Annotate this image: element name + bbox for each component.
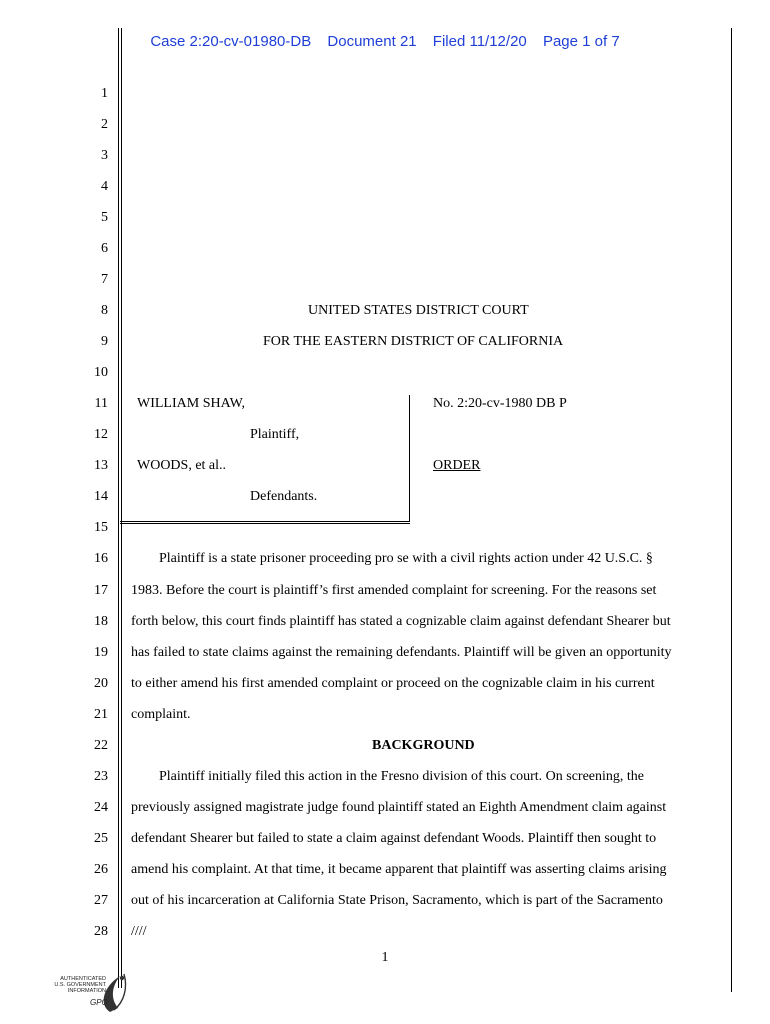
line-number: 7: [101, 272, 108, 287]
line-number: 23: [94, 769, 108, 784]
line-number: 4: [101, 179, 108, 194]
line-number: 16: [94, 551, 108, 566]
body-line: Plaintiff is a state prisoner proceeding pro se with a civil rights action under 42 U.S.C. §: [159, 551, 653, 566]
line-number: 22: [94, 738, 108, 753]
line-number: 14: [94, 489, 108, 504]
section-heading: BACKGROUND: [372, 738, 475, 753]
case-number: Case 2:20-cv-01980-DB: [150, 33, 312, 50]
line-number: 27: [94, 893, 108, 908]
page-number: 1: [381, 950, 389, 965]
body-line: has failed to state claims against the remaining defendants. Plaintiff will be given an opportunity: [131, 645, 672, 660]
body-line: defendant Shearer but failed to state a claim against defendant Woods. Plaintiff then sought to: [131, 831, 657, 846]
continuation-marks: ////: [131, 924, 147, 939]
line-number: 18: [94, 614, 108, 629]
defendant-role: Defendants.: [250, 489, 318, 504]
filed-date: Filed 11/12/20: [432, 33, 527, 50]
line-number: 5: [101, 210, 108, 225]
gpo-authenticated-seal: [40, 968, 132, 1016]
body-line: forth below, this court finds plaintiff has stated a cognizable claim against defendant Shearer but: [131, 614, 671, 629]
page-indicator: Page 1 of 7: [542, 33, 620, 50]
court-district: FOR THE EASTERN DISTRICT OF CALIFORNIA: [263, 334, 564, 349]
seal-line: INFORMATION: [67, 988, 106, 994]
line-number: 21: [94, 707, 108, 722]
seal-line: U.S. GOVERNMENT: [54, 982, 106, 988]
line-number: 15: [94, 520, 108, 535]
body-line: to either amend his first amended complaint or proceed on the cognizable claim in his current: [131, 676, 655, 691]
line-number: 26: [94, 862, 108, 877]
line-number: 6: [101, 241, 108, 256]
case-header: [0, 33, 770, 50]
left-margin-rule-inner: [121, 28, 122, 988]
line-number: 9: [101, 334, 108, 349]
case-no: No. 2:20-cv-1980 DB P: [433, 396, 567, 411]
seal-text: [40, 976, 106, 994]
line-number: 24: [94, 800, 108, 815]
body-line: amend his complaint. At that time, it became apparent that plaintiff was asserting claims arising: [131, 862, 667, 877]
body-line: previously assigned magistrate judge found plaintiff stated an Eighth Amendment claim against: [131, 800, 667, 815]
plaintiff-name: WILLIAM SHAW,: [137, 396, 246, 411]
line-number: 20: [94, 676, 108, 691]
line-number: 28: [94, 924, 108, 939]
court-name: UNITED STATES DISTRICT COURT: [308, 303, 529, 318]
line-number: 17: [94, 583, 108, 598]
line-number: 25: [94, 831, 108, 846]
body-line: out of his incarceration at California State Prison, Sacramento, which is part of the Sacramento: [131, 893, 663, 908]
body-line: complaint.: [131, 707, 191, 722]
line-number: 10: [94, 365, 108, 380]
caption-bottom-rule: [120, 521, 410, 522]
caption-bottom-rule: [120, 523, 410, 524]
line-number: 1: [101, 86, 108, 101]
seal-line: AUTHENTICATED: [60, 976, 106, 982]
document-title: ORDER: [433, 458, 481, 473]
line-number: 8: [101, 303, 108, 318]
defendant-name: WOODS, et al..: [137, 458, 227, 473]
line-number: 3: [101, 148, 108, 163]
seal-gpo: GPO: [90, 998, 108, 1007]
body-line: 1983. Before the court is plaintiff’s first amended complaint for screening. For the reasons set: [131, 583, 657, 598]
line-number: 2: [101, 117, 108, 132]
line-number: 11: [94, 396, 108, 411]
left-margin-rule: [118, 28, 119, 988]
document-number: Document 21: [327, 33, 417, 50]
caption-divider: [409, 395, 410, 522]
right-margin-rule: [731, 28, 732, 992]
plaintiff-role: Plaintiff,: [250, 427, 300, 442]
line-number: 19: [94, 645, 108, 660]
line-number: 13: [94, 458, 108, 473]
body-line: Plaintiff initially filed this action in the Fresno division of this court. On screening, the: [159, 769, 645, 784]
line-number: 12: [94, 427, 108, 442]
